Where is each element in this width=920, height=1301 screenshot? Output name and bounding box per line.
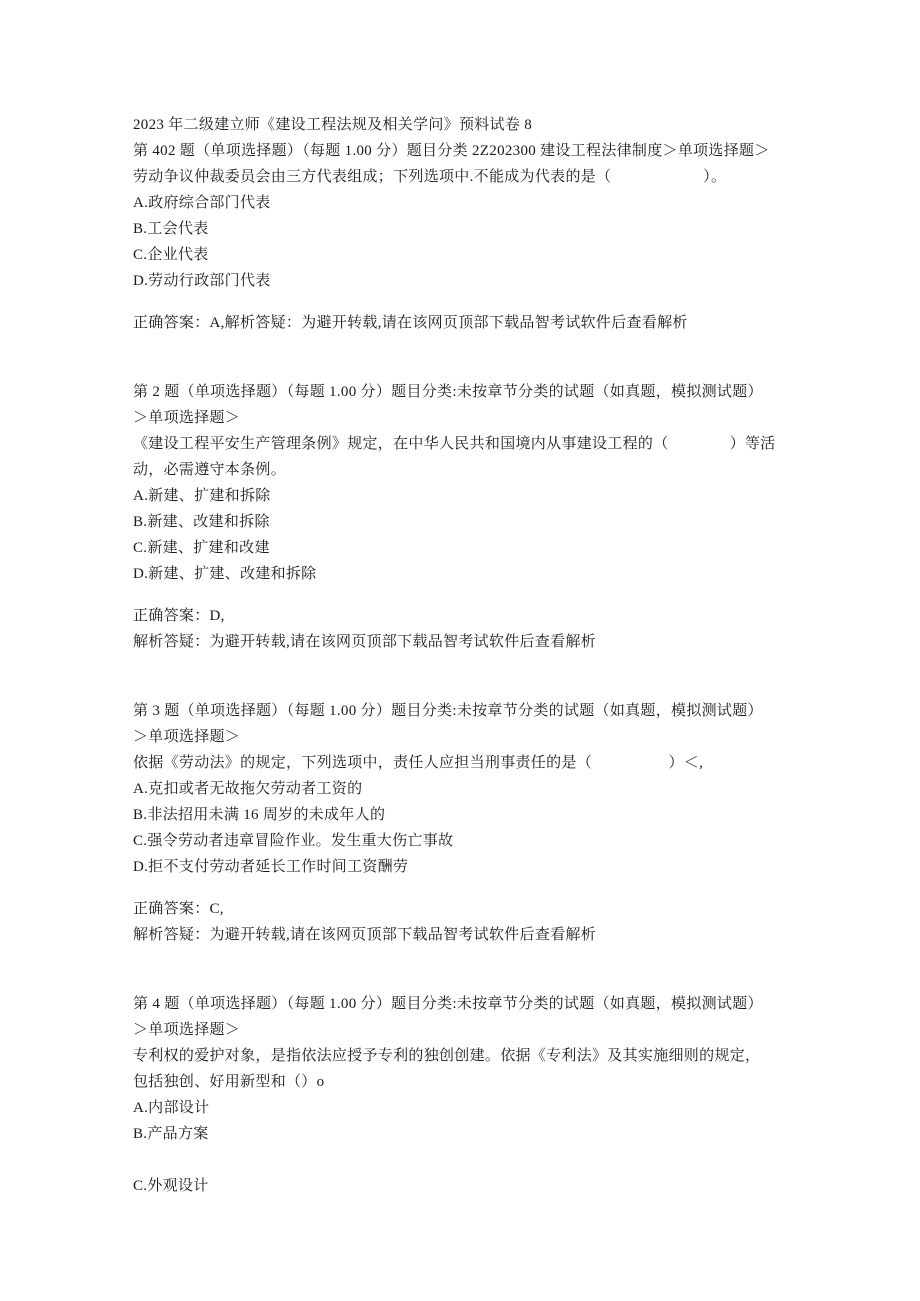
analysis-line: 解析答疑：为避开转载,请在该网页顶部下载品智考试软件后查看解析 — [133, 927, 597, 943]
option-b: B.新建、改建和拆除 — [133, 514, 270, 530]
option-c: C.外观设计 — [133, 1178, 209, 1194]
option-a: A.内部设计 — [133, 1100, 210, 1116]
exam-title: 2023 年二级建立师《建设工程法规及相关学问》预料试卷 8 — [133, 117, 533, 133]
option-b: B.非法招用未满 16 周岁的未成年人的 — [133, 807, 386, 823]
question-block-3 — [133, 698, 795, 948]
answer-line: 正确答案：D, — [133, 608, 225, 624]
question-stem-line: 劳动争议仲裁委员会由三方代表组成；下列选项中.不能成为代表的是（ ）。 — [133, 169, 727, 185]
option-d: D.劳动行政部门代表 — [133, 273, 271, 289]
blank-spacer — [133, 880, 795, 896]
question-header-line: 第 3 题（单项选择题）（每题 1.00 分）题目分类:未按章节分类的试题（如真题，模拟测试题） — [133, 703, 763, 719]
option-c: C.强令劳动者违章冒险作业。发生重大伤亡事故 — [133, 833, 454, 849]
question-header-line: 第 402 题（单项选择题）（每题 1.00 分）题目分类 2Z202300 建设工程法律制度＞单项选择题＞ — [133, 143, 770, 159]
option-b: B.产品方案 — [133, 1126, 209, 1142]
option-c: C.新建、扩建和改建 — [133, 540, 270, 556]
question-stem-line: 包括独创、好用新型和（）o — [133, 1074, 325, 1090]
option-d: D.新建、扩建、改建和拆除 — [133, 566, 317, 582]
option-a: A.克扣或者无故拖欠劳动者工资的 — [133, 781, 363, 797]
question-block-402 — [133, 138, 795, 336]
blank-line — [133, 1147, 795, 1173]
section-spacer — [133, 948, 795, 991]
question-header-line: 第 4 题（单项选择题）（每题 1.00 分）题目分类:未按章节分类的试题（如真题，模拟测试题） — [133, 996, 763, 1012]
question-stem-line: 专利权的爱护对象，是指依法应授予专利的独创创建。依据《专利法》及其实施细则的规定， — [133, 1048, 761, 1064]
question-header-line: ＞单项选择题＞ — [133, 1022, 241, 1038]
document-page — [133, 112, 795, 1199]
question-stem-line: 《建设工程平安生产管理条例》规定，在中华人民共和国境内从事建设工程的（ ）等活 — [133, 436, 776, 452]
question-header-line: ＞单项选择题＞ — [133, 729, 241, 745]
blank-spacer — [133, 587, 795, 603]
option-a: A.新建、扩建和拆除 — [133, 488, 271, 504]
question-block-2 — [133, 379, 795, 655]
answer-line: 正确答案：C, — [133, 901, 224, 917]
blank-spacer — [133, 294, 795, 310]
section-spacer — [133, 336, 795, 379]
option-b: B.工会代表 — [133, 221, 209, 237]
question-block-4 — [133, 991, 795, 1199]
answer-line: 正确答案：A,解析答疑：为避开转载,请在该网页顶部下载品智考试软件后查看解析 — [133, 315, 688, 331]
section-spacer — [133, 655, 795, 698]
option-a: A.政府综合部门代表 — [133, 195, 271, 211]
option-c: C.企业代表 — [133, 247, 209, 263]
question-header-line: 第 2 题（单项选择题）（每题 1.00 分）题目分类:未按章节分类的试题（如真题，模拟测试题） — [133, 384, 763, 400]
analysis-line: 解析答疑：为避开转载,请在该网页顶部下载品智考试软件后查看解析 — [133, 634, 597, 650]
question-stem-line: 依据《劳动法》的规定，下列选项中，责任人应担当刑事责任的是（ ）＜, — [133, 755, 704, 771]
option-d: D.拒不支付劳动者延长工作时间工资酬劳 — [133, 859, 409, 875]
question-header-line: ＞单项选择题＞ — [133, 410, 241, 426]
question-stem-line: 动，必需遵守本条例。 — [133, 462, 287, 478]
